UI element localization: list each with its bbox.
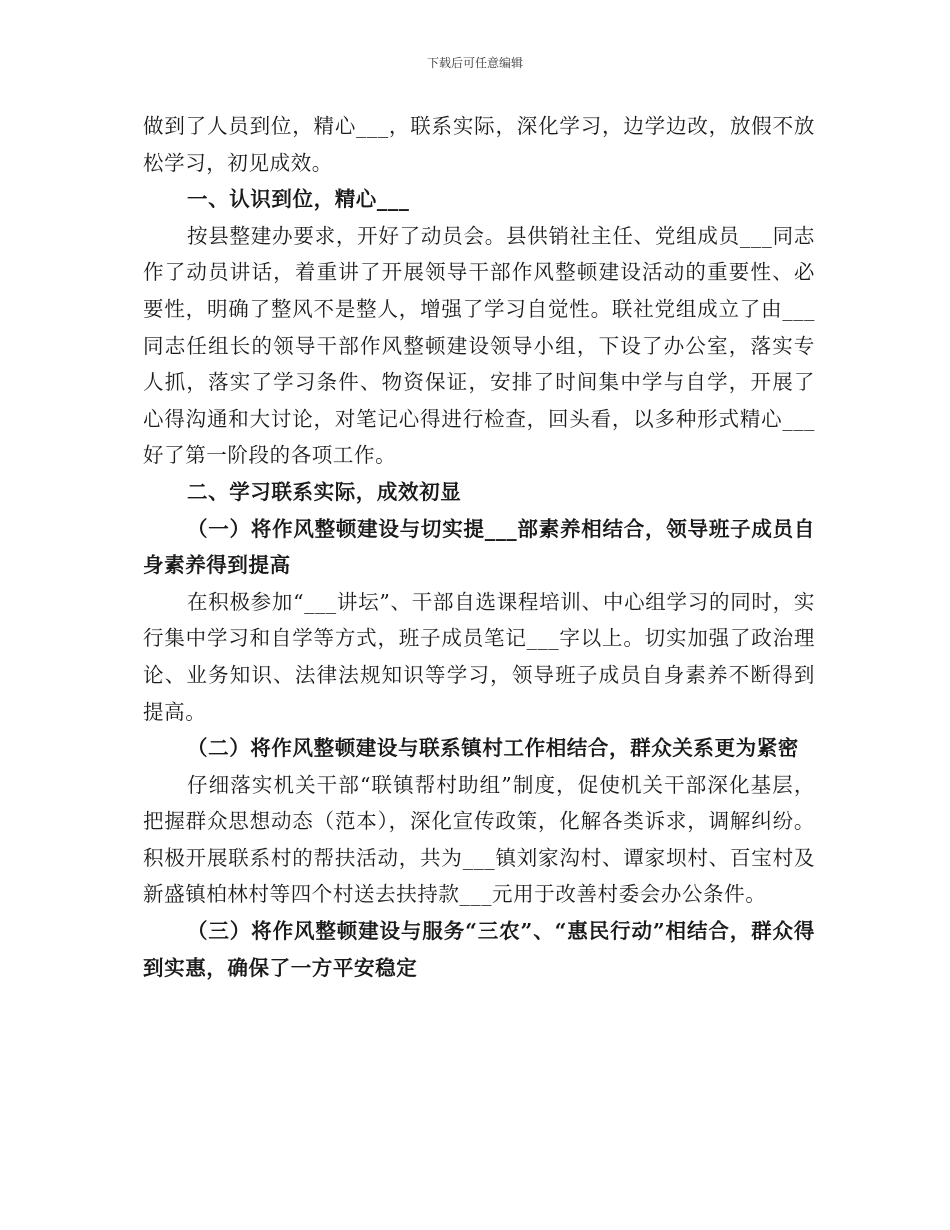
- paragraph-section-1: 按县整建办要求，开好了动员会。县供销社主任、党组成员___同志作了动员讲话，着重讲了开展领导干部作风整顿建设活动的重要性、必要性，明确了整风不是整人，增强了学习自觉性。联社党组成立了由___同志任组长的领导干部作风整顿建设领导小组，下设了办公室，落实专人抓，落实了学习条件、物资保证，安排了时间集中学与自学，开展了心得沟通和大讨论，对笔记心得进行检查，回头看，以多种形式精心___好了第一阶段的各项工作。: [143, 223, 815, 468]
- paragraph-subsection-2: 仔细落实机关干部“联镇帮村助组”制度，促使机关干部深化基层，把握群众思想动态（范本），深化宣传政策，化解各类诉求，调解纠纷。积极开展联系村的帮扶活动，共为___镇刘家沟村、谭家坝村、百宝村及新盛镇柏林村等四个村送去扶持款___元用于改善村委会办公条件。: [143, 772, 815, 907]
- document-body: [143, 108, 815, 986]
- section-heading-1: 一、认识到位，精心___: [187, 187, 410, 212]
- section-heading-2: 二、学习联系实际，成效初显: [187, 479, 462, 504]
- page-header-note: 下载后可任意编辑: [426, 56, 523, 70]
- subsection-heading-2: （二）将作风整顿建设与联系镇村工作相结合，群众关系更为紧密: [187, 736, 799, 761]
- paragraph-subsection-1: 在积极参加“___讲坛”、干部自选课程培训、中心组学习的同时，实行集中学习和自学等方式，班子成员笔记___字以上。切实加强了政治理论、业务知识、法律法规知识等学习，领导班子成员自身素养不断得到提高。: [143, 589, 815, 724]
- subsection-heading-3: （三）将作风整顿建设与服务“三农”、“惠民行动”相结合，群众得到实惠，确保了一方平安稳定: [143, 919, 815, 980]
- paragraph-intro: 做到了人员到位，精心___，联系实际，深化学习，边学边改，放假不放松学习，初见成效。: [143, 114, 815, 175]
- subsection-heading-1: （一）将作风整顿建设与切实提___部素养相结合，领导班子成员自身素养得到提高: [143, 516, 815, 578]
